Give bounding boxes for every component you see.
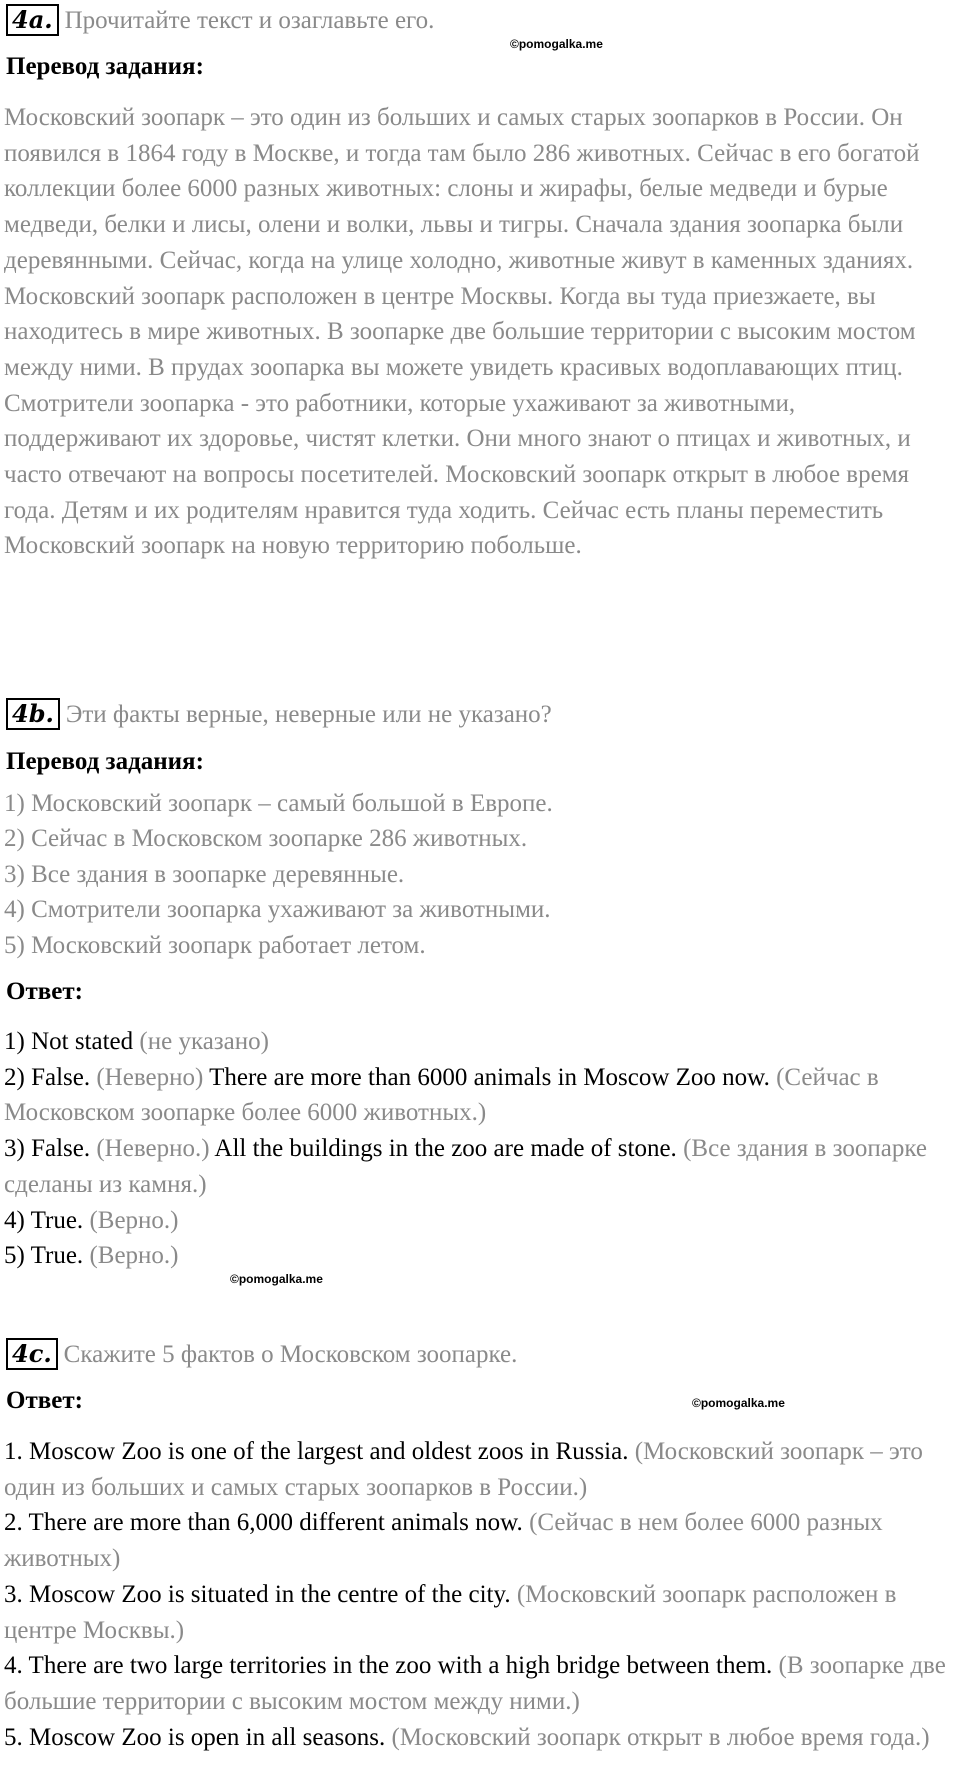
section-4b-translation-label: Перевод задания: [6, 748, 204, 775]
section-4a-text [4, 100, 956, 564]
section-4b-task: Эти факты верные, неверные или не указано? [65, 701, 552, 728]
fact-item: 4. There are two large territories in the zoo with a high bridge between them. (В зоопарке две большие территории с высоким мостом между ними.) [4, 1652, 946, 1715]
statement-item: 3) Все здания в зоопарке деревянные. [4, 860, 405, 888]
fact-item: 3. Moscow Zoo is situated in the centre of the city. (Московский зоопарк расположен в центре Москвы.) [4, 1580, 897, 1644]
section-4c-heading [6, 1338, 517, 1370]
section-4b-answers [4, 1024, 956, 1274]
watermark: ©pomogalka.me [230, 1272, 323, 1286]
answer-item: 1) Not stated (не указано) [4, 1028, 269, 1055]
statement-item: 1) Московский зоопарк – самый большой в Европе. [4, 790, 553, 817]
section-4a-task: Прочитайте текст и озаглавьте его. [64, 7, 435, 34]
section-4a-heading [6, 4, 434, 36]
text-paragraph: Московский зоопарк расположен в центре Москвы. Когда вы туда приезжаете, вы находитесь в мире животных. В зоопарке две большие территории с высоким мостом между ними. В прудах зоопарка вы можете увидеть красивых водоплавающих птиц. Смотрители зоопарка - это работники, которые ухаживают за животными, поддерживают их здоровье, чистят клетки. Они много знают о птицах и животных, и часто отвечают на вопросы посетителей. Московский зоопарк открыт в любое время года. Детям и их родителям нравится туда ходить. Сейчас есть планы переместить Московский зоопарк на новую территорию побольше. [4, 282, 916, 560]
section-4c-answer-label: Ответ: [6, 1387, 83, 1414]
section-4b-statements [4, 786, 956, 963]
statement-item: 2) Сейчас в Московском зоопарке 286 животных. [4, 825, 528, 853]
section-4b-heading [6, 698, 552, 730]
section-4b-badge: 4b. [6, 698, 60, 730]
watermark: ©pomogalka.me [510, 37, 603, 51]
section-4a-translation-label: Перевод задания: [6, 53, 204, 80]
statement-item: 5) Московский зоопарк работает летом. [4, 931, 426, 959]
answer-item: 5) True. (Верно.) [4, 1242, 179, 1270]
section-4a-badge: 4a. [6, 4, 59, 36]
section-4b-answer-label: Ответ: [6, 978, 83, 1005]
section-4c-badge: 4c. [6, 1338, 58, 1370]
section-4c-facts [4, 1434, 956, 1755]
answer-item: 2) False. (Неверно) There are more than 6000 animals in Moscow Zoo now. (Сейчас в Московском зоопарке более 6000 животных.) [4, 1063, 879, 1127]
fact-item: 5. Moscow Zoo is open in all seasons. (Московский зоопарк открыт в любое время года.) [4, 1723, 930, 1751]
answer-item: 3) False. (Неверно.) All the buildings in the zoo are made of stone. (Все здания в зоопарке сделаны из камня.) [4, 1135, 927, 1198]
section-4c-task: Скажите 5 фактов о Московском зоопарке. [63, 1341, 518, 1368]
fact-item: 2. There are more than 6,000 different animals now. (Сейчас в нем более 6000 разных животных) [4, 1509, 883, 1573]
text-paragraph: Московский зоопарк – это один из больших и самых старых зоопарков в России. Он появился в 1864 году в Москве, и тогда там было 286 животных. Сейчас в его богатой коллекции более 6000 разных животных: слоны и жирафы, белые медведи и бурые медведи, белки и лисы, олени и волки, львы и тигры. Сначала здания зоопарка были деревянными. Сейчас, когда на улице холодно, животные живут в каменных зданиях. [4, 104, 920, 274]
answer-item: 4) True. (Верно.) [4, 1206, 179, 1234]
watermark: ©pomogalka.me [692, 1396, 785, 1410]
statement-item: 4) Смотрители зоопарка ухаживают за животными. [4, 896, 551, 924]
fact-item: 1. Moscow Zoo is one of the largest and oldest zoos in Russia. (Московский зоопарк – это один из больших и самых старых зоопарков в России.) [4, 1438, 923, 1501]
